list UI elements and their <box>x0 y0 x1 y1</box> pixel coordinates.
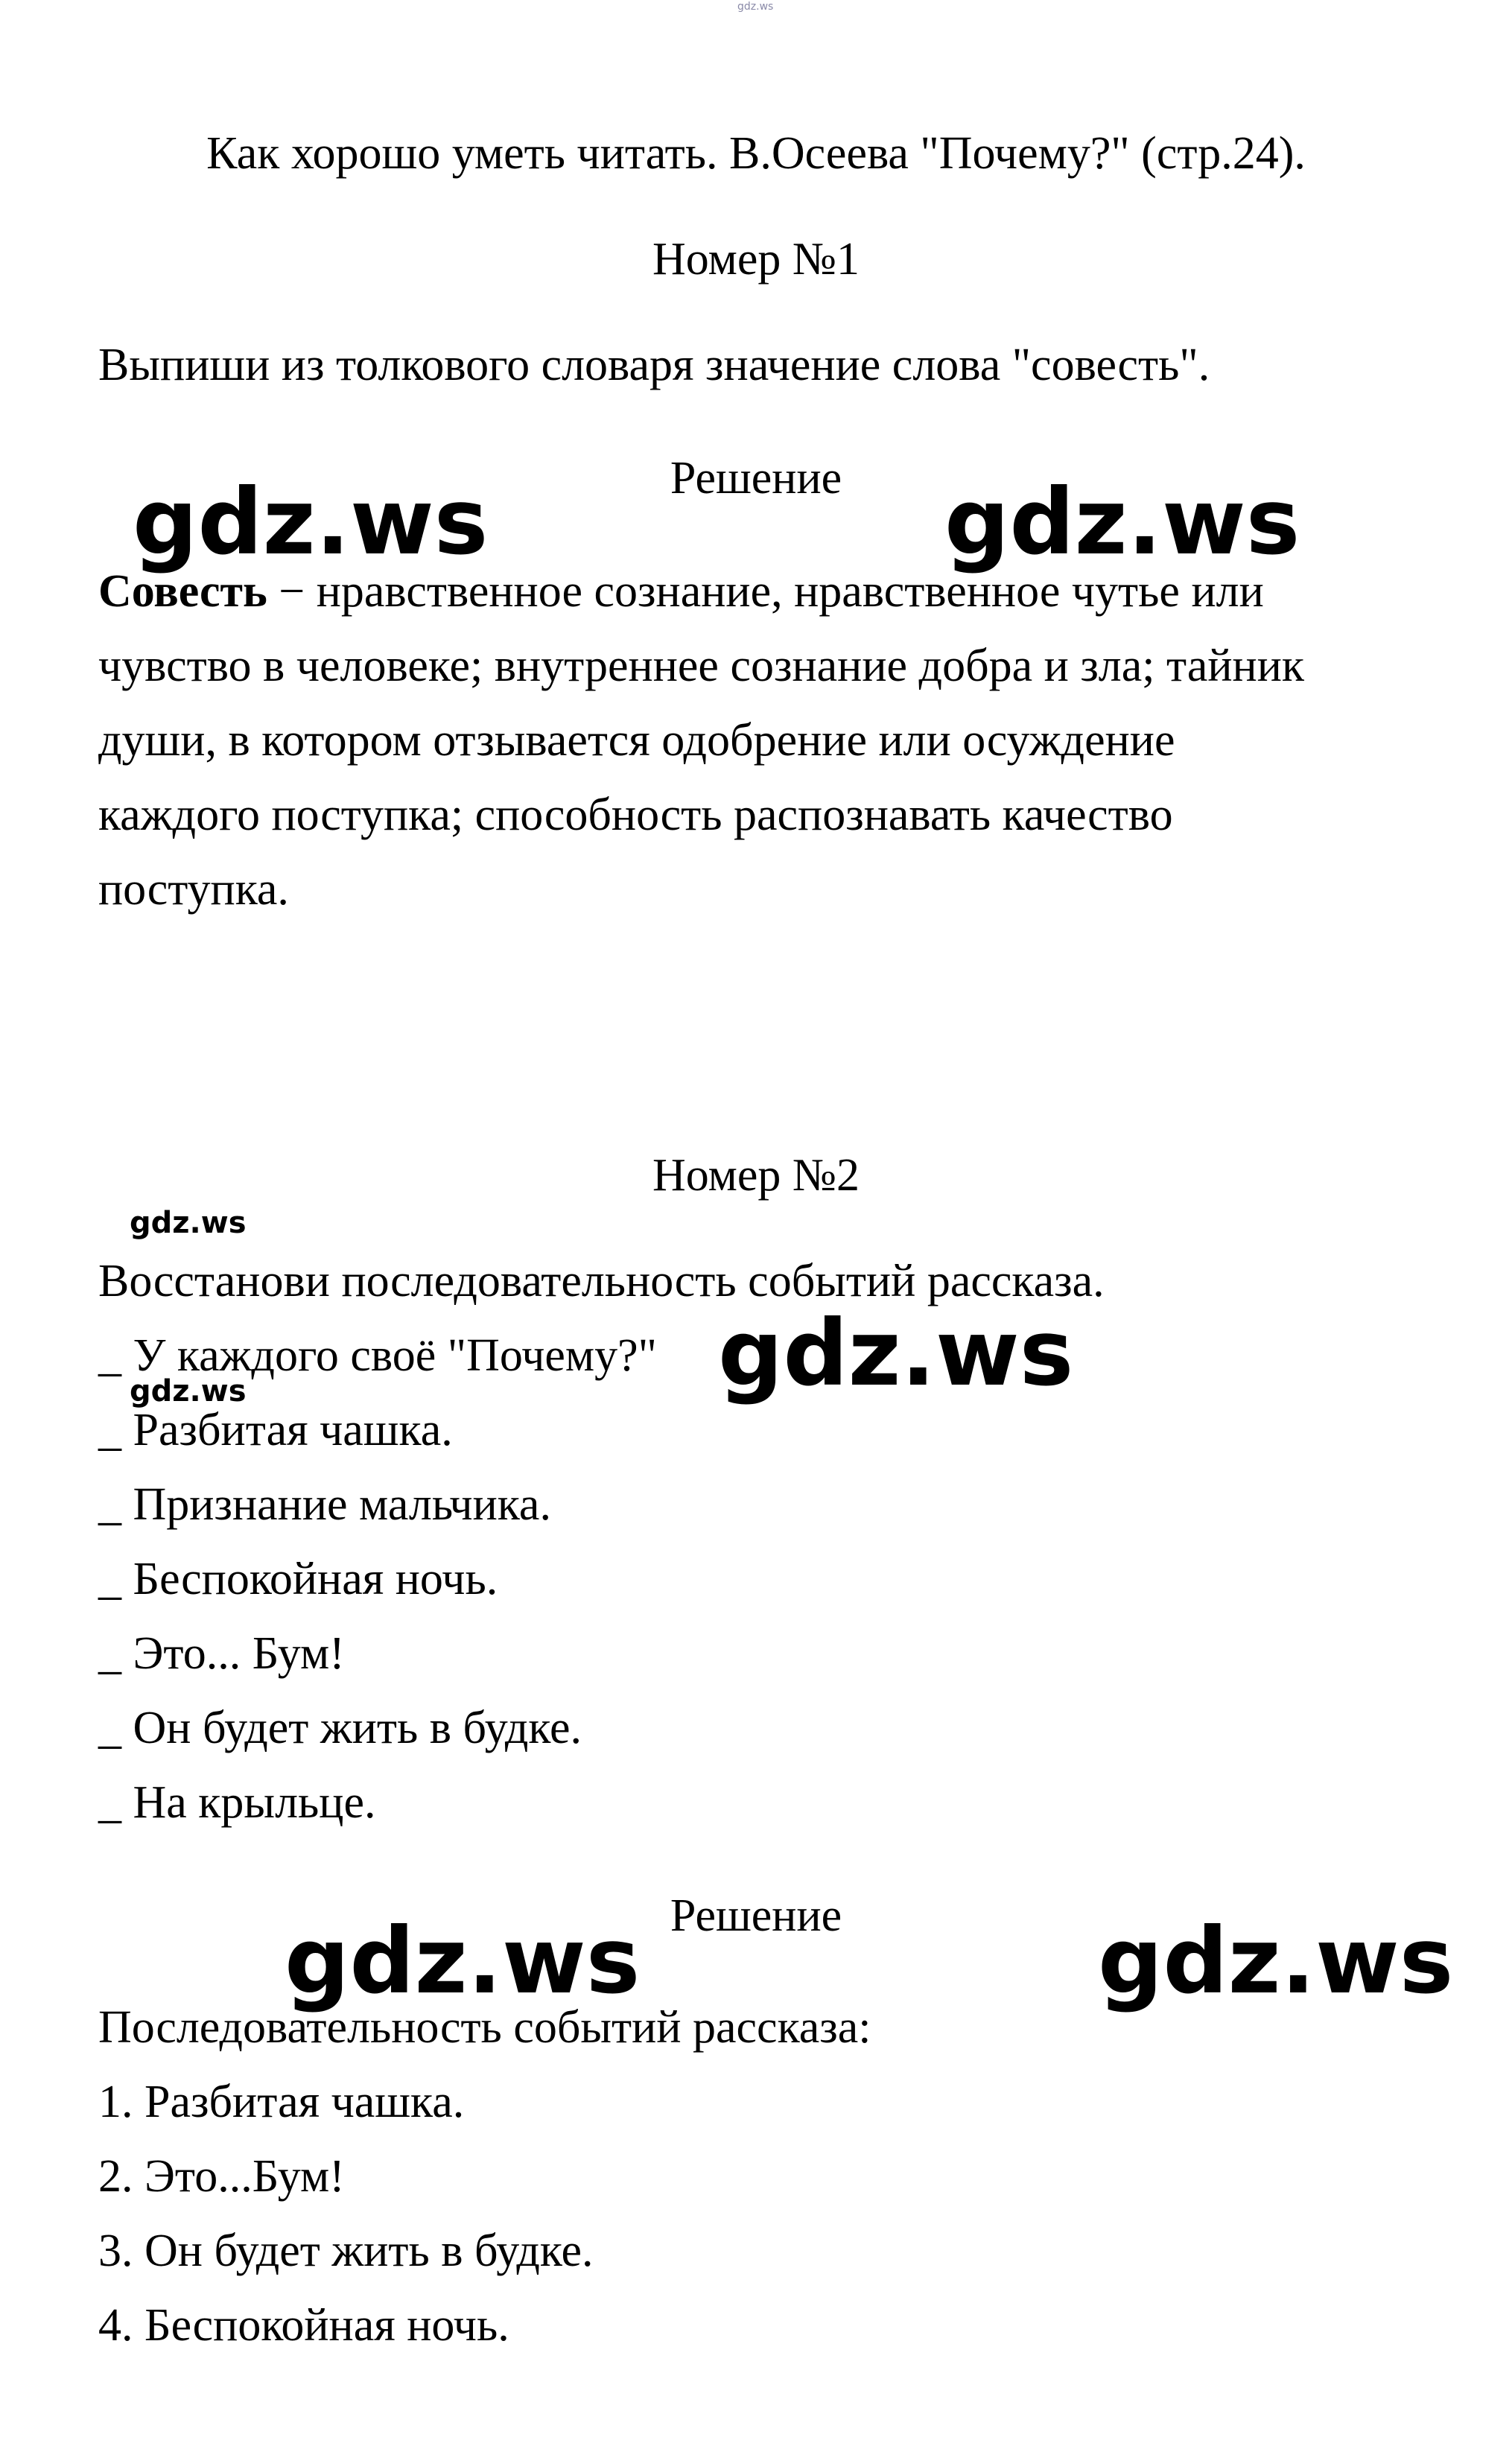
task1-definition-line-3: души, в котором отзывается одобрение или осуждение <box>98 715 1175 766</box>
task2-question: Восстанови последовательность событий рассказа. <box>98 1256 1105 1306</box>
watermark-4: gdz.ws <box>718 1300 1074 1406</box>
watermark-3: gdz.ws <box>130 1206 247 1240</box>
task2-answer-3: 3. Он будет жить в будке. <box>98 2226 594 2276</box>
task1-heading: Номер №1 <box>652 234 860 285</box>
task2-heading: Номер №2 <box>652 1150 860 1201</box>
watermark-top: gdz.ws <box>737 1 774 13</box>
task2-item-6: _ Он будет жить в будке. <box>98 1703 582 1753</box>
task2-item-5: _ Это... Бум! <box>98 1628 345 1679</box>
task2-item-4: _ Беспокойная ночь. <box>98 1554 498 1604</box>
task1-definition-line-4: каждого поступка; способность распознавать качество <box>98 790 1173 840</box>
task1-definition-text: − нравственное сознание, нравственное чутье или <box>267 566 1264 617</box>
page-title: Как хорошо уметь читать. В.Осеева "Почему?" (стр.24). <box>206 128 1306 179</box>
watermark-1: gdz.ws <box>133 469 489 575</box>
task2-solution-label: Решение <box>670 1890 842 1941</box>
task1-definition-line-1 <box>98 565 1264 618</box>
task2-item-3: _ Признание мальчика. <box>98 1479 551 1530</box>
task1-question: Выпиши из толкового словаря значение слова "совесть". <box>98 340 1210 390</box>
task2-item-1: _ У каждого своё "Почему?" <box>98 1330 657 1381</box>
task2-answer-4: 4. Беспокойная ночь. <box>98 2300 509 2351</box>
task1-term: Совесть <box>98 566 267 617</box>
task2-answer-2: 2. Это...Бум! <box>98 2151 345 2202</box>
task1-solution-label: Решение <box>670 453 842 504</box>
watermark-2: gdz.ws <box>944 469 1300 575</box>
task1-definition-line-5: поступка. <box>98 864 289 915</box>
task2-answer-intro: Последовательность событий рассказа: <box>98 2002 871 2053</box>
task2-item-2: _ Разбитая чашка. <box>98 1405 453 1455</box>
watermark-7: gdz.ws <box>1098 1908 1454 2014</box>
task2-item-7: _ На крыльце. <box>98 1777 376 1828</box>
watermark-6: gdz.ws <box>285 1908 641 2014</box>
watermark-5: gdz.ws <box>130 1374 247 1408</box>
task1-definition-line-2: чувство в человеке; внутреннее сознание добра и зла; тайник <box>98 641 1305 691</box>
task2-answer-1: 1. Разбитая чашка. <box>98 2077 465 2127</box>
